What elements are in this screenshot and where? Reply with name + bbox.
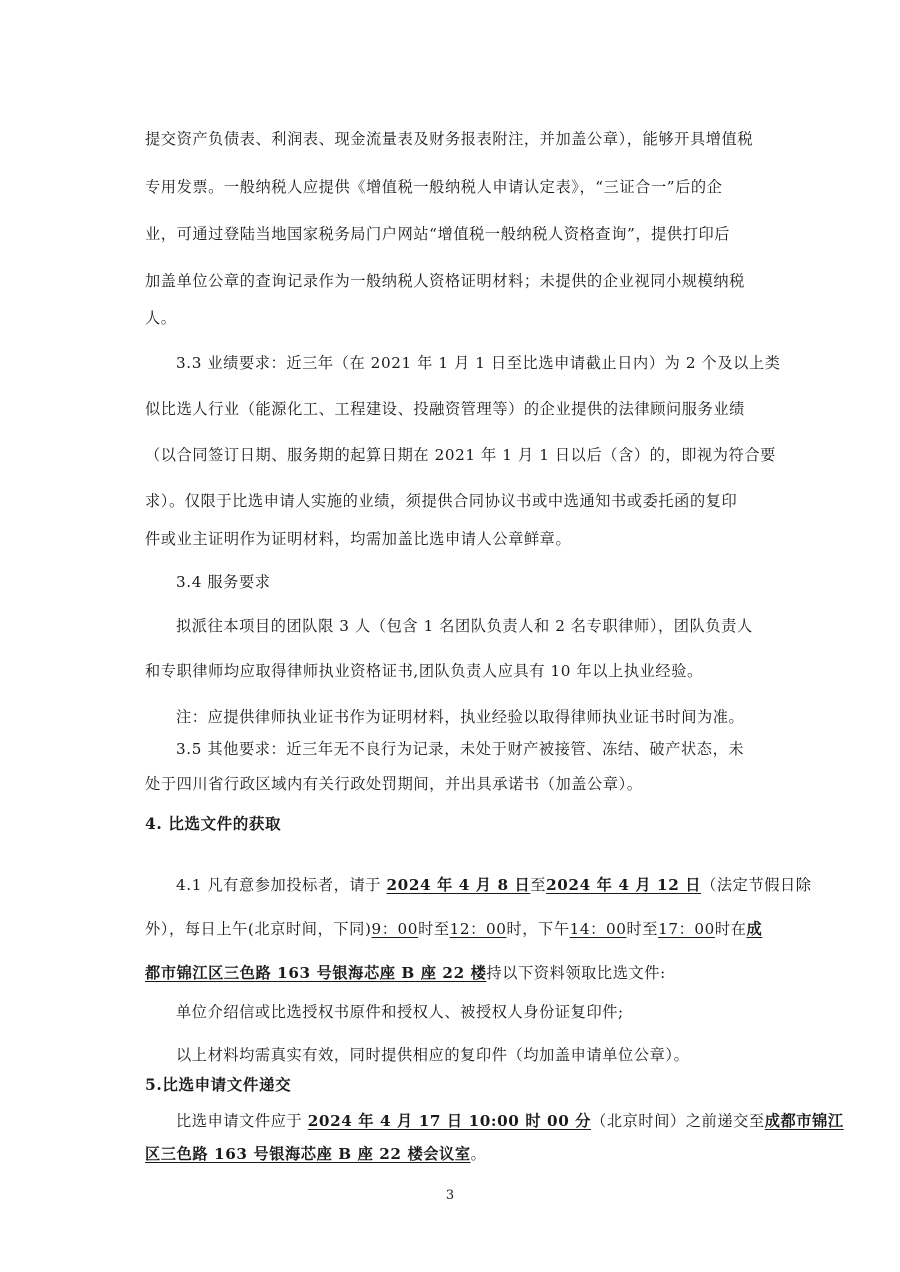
section-3-4-text: 拟派往本项目的团队限 3 人（包含 1 名团队负责人和 2 名专职律师），团队负责人 xyxy=(176,617,753,635)
text-run: 至 xyxy=(530,876,547,894)
text-run: （北京时间）之前递交至 xyxy=(591,1112,765,1130)
end-date: 2024 年 4 月 12 日 xyxy=(546,876,702,894)
section-3-3-text: 似比选人行业（能源化工、工程建设、投融资管理等）的企业提供的法律顾问服务业绩 xyxy=(145,400,745,418)
paragraph-text: 业，可通过登陆当地国家税务局门户网站“增值税一般纳税人资格查询”，提供打印后 xyxy=(145,225,731,243)
deadline-datetime: 2024 年 4 月 17 日 10:00 时 00 分 xyxy=(307,1112,592,1130)
section-4-1-line-3 xyxy=(145,962,666,983)
address-text: 成都市锦江 xyxy=(764,1112,844,1130)
section-3-3-text: 件或业主证明作为证明材料，均需加盖比选申请人公章鲜章。 xyxy=(145,530,572,548)
section-4-item: 单位介绍信或比选授权书原件和授权人、被授权人身份证复印件; xyxy=(176,1003,624,1021)
text-run: 持以下资料领取比选文件: xyxy=(486,964,666,982)
section-3-5-text: 3.5 其他要求：近三年无不良行为记录，未处于财产被接管、冻结、破产状态，未 xyxy=(176,740,745,758)
page-number: 3 xyxy=(445,1188,455,1203)
address-text: 区三色路 163 号银海芯座 B 座 22 楼会议室 xyxy=(145,1145,471,1163)
section-5-line-2 xyxy=(145,1143,486,1164)
section-4-heading: 4. 比选文件的获取 xyxy=(145,814,282,833)
text-run: 时，下午 xyxy=(506,920,570,938)
paragraph-text: 提交资产负债表、利润表、现金流量表及财务报表附注，并加盖公章），能够开具增值税 xyxy=(145,130,754,148)
text-run: 外），每日上午(北京时间，下同) xyxy=(145,920,372,938)
section-3-3-text: （以合同签订日期、服务期的起算日期在 2021 年 1 月 1 日以后（含）的，即视为符合要 xyxy=(145,446,776,464)
text-run: 时至 xyxy=(626,920,659,938)
address-text: 都市锦江区三色路 163 号银海芯座 B 座 22 楼 xyxy=(145,964,487,982)
section-4-1-line-1 xyxy=(176,874,812,895)
section-4-1-line-2 xyxy=(145,918,762,939)
text-run: （法定节假日除 xyxy=(701,876,812,894)
section-4-item: 以上材料均需真实有效，同时提供相应的复印件（均加盖申请单位公章）。 xyxy=(176,1046,690,1064)
section-3-5-text: 处于四川省行政区域内有关行政处罚期间，并出具承诺书（加盖公章）。 xyxy=(145,775,643,793)
section-5-heading: 5.比选申请文件递交 xyxy=(145,1075,292,1094)
start-date: 2024 年 4 月 8 日 xyxy=(386,876,531,894)
section-3-4-title: 3.4 服务要求 xyxy=(176,573,271,591)
text-run: 4.1 凡有意参加投标者，请于 xyxy=(176,876,387,894)
time-value: 9：00 xyxy=(371,920,419,938)
time-value: 14：00 xyxy=(569,920,627,938)
text-run: 时至 xyxy=(418,920,450,938)
address-text: 成 xyxy=(746,920,763,938)
section-3-3-text: 求）。仅限于比选申请人实施的业绩，须提供合同协议书或中选通知书或委托函的复印 xyxy=(145,492,738,510)
text-run: 。 xyxy=(470,1145,487,1163)
section-3-4-note: 注：应提供律师执业证书作为证明材料，执业经验以取得律师执业证书时间为准。 xyxy=(176,708,745,726)
paragraph-text: 人。 xyxy=(145,309,177,327)
section-5-line-1 xyxy=(176,1110,844,1131)
section-3-3-text: 3.3 业绩要求：近三年（在 2021 年 1 月 1 日至比选申请截止日内）为 2 个及以上类 xyxy=(176,354,781,372)
paragraph-text: 加盖单位公章的查询记录作为一般纳税人资格证明材料；未提供的企业视同小规模纳税 xyxy=(145,272,745,290)
paragraph-text: 专用发票。一般纳税人应提供《增值税一般纳税人申请认定表》，“三证合一”后的企 xyxy=(145,178,723,196)
time-value: 12：00 xyxy=(449,920,507,938)
text-run: 比选申请文件应于 xyxy=(176,1112,308,1130)
time-value: 17：00 xyxy=(658,920,715,938)
text-run: 时在 xyxy=(714,920,747,938)
section-3-4-text: 和专职律师均应取得律师执业资格证书,团队负责人应具有 10 年以上执业经验。 xyxy=(145,662,703,680)
